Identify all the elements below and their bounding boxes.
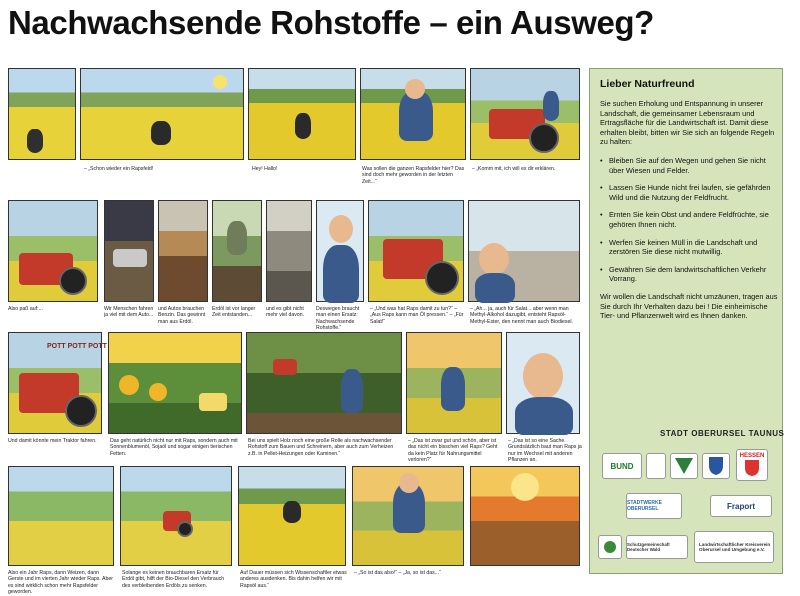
rule-item: • Werfen Sie keinen Müll in die Landschaft und zerstören Sie diese nicht mutwillig. bbox=[600, 238, 778, 257]
lion-shield-icon bbox=[744, 459, 760, 477]
info-text bbox=[600, 99, 778, 330]
caption: – „Das ist zwar gut und schön, aber ist das nicht ein bisschen viel Raps? Geht da kein Platz für Nahrungsmittel verloren?“ bbox=[408, 438, 498, 464]
rule-item: • Gewähren Sie dem landwirtschaftlichen Verkehr Vorrang. bbox=[600, 265, 778, 284]
caption: – „Schon wieder ein Rapsfeld! bbox=[84, 166, 154, 172]
comic-panel-2 bbox=[80, 68, 244, 160]
mole-figure bbox=[295, 113, 311, 139]
comic-panel-15 bbox=[108, 332, 242, 434]
fraport-logo: Fraport bbox=[710, 495, 772, 517]
farmer-figure bbox=[441, 367, 465, 411]
comic-panel-16 bbox=[246, 332, 402, 434]
comic-panel-9 bbox=[212, 200, 262, 302]
wheel-icon bbox=[177, 521, 193, 537]
comic-panel-23 bbox=[470, 466, 580, 566]
nature-logo bbox=[598, 535, 622, 559]
kreisbauern-logo: Landwirtschaftlicher Kreisverein Oberursel und Umgebung e.V. bbox=[694, 531, 774, 563]
farmer-head bbox=[329, 215, 353, 243]
caption: Hey! Hallo! bbox=[252, 166, 278, 172]
agency-logo bbox=[646, 453, 666, 479]
comic-panel-8 bbox=[158, 200, 208, 302]
info-box bbox=[589, 68, 783, 574]
shield-icon bbox=[708, 456, 724, 476]
comic-panel-7 bbox=[104, 200, 154, 302]
info-intro: Sie suchen Erholung und Entspannung in unserer Landschaft, die gemeinsamer Lebensraum und Ertragsfläche für die Landwirtschaft ist. Damit diese erhalten bleibt, bitten wir Sie sich an folgende Regeln zu halten: bbox=[600, 99, 775, 147]
caption: Was sollen die ganzen Rapsfelder hier? Das sind doch mehr geworden in der letzten Zeit...“ bbox=[362, 166, 465, 185]
triangle-icon bbox=[674, 457, 694, 475]
caption: Solange es keinen brauchbaren Ersatz für Erdöl gibt, hilft der Bio-Diesel den Verbrauch des verbleibenden Erdöls zu senken. bbox=[122, 570, 225, 589]
farmer-figure bbox=[475, 273, 515, 303]
farmer-figure bbox=[323, 245, 359, 303]
comic-panel-5 bbox=[470, 68, 580, 160]
comic-panel-13 bbox=[468, 200, 580, 302]
comic-panel-6 bbox=[8, 200, 98, 302]
character-figure bbox=[27, 129, 43, 153]
caption: Bei uns spielt Holz noch eine große Rolle als nachwachsender Rohstoff zum Bauen und Schreinern, aber auch zum Verheizen z.B. in Pellet-Heizungen oder Kaminen.“ bbox=[248, 438, 394, 457]
hessen-logo bbox=[736, 449, 768, 481]
caption: Und damit könnte mein Traktor fahren. bbox=[8, 438, 97, 444]
sunflower-icon bbox=[149, 383, 167, 401]
rule-item: • Bleiben Sie auf den Wegen und gehen Sie nicht über Wiesen und Felder. bbox=[600, 156, 778, 175]
caption: – „Und was hat Raps damit zu tun?“ – „Aus Raps kann man Öl pressen.“ – „Für Salat!“ bbox=[370, 306, 464, 325]
triangle-logo bbox=[670, 453, 698, 479]
poster-title: Nachwachsende Rohstoffe – ein Ausweg? bbox=[8, 4, 654, 41]
hessen-label: HESSEN bbox=[739, 453, 765, 459]
mole-figure bbox=[283, 501, 301, 523]
comic-panel-20 bbox=[120, 466, 232, 566]
sound-effect: POTT POTT POTT bbox=[47, 343, 107, 350]
caption: Auf Dauer müssen sich Wissenschaftler etwas anderes ausdenken. Bis dahin helfen wir mit Rapsöl aus.“ bbox=[240, 570, 347, 589]
rule-item: • Ernten Sie kein Obst und andere Feldfrüchte, sie gehören Ihnen nicht. bbox=[600, 210, 778, 229]
info-title: Lieber Naturfreund bbox=[600, 78, 695, 90]
city-logo: STADT OBERURSEL TAUNUS bbox=[660, 429, 785, 438]
caption: Erdöl ist vor langer Zeit entstanden... bbox=[212, 306, 256, 319]
farmer-figure bbox=[543, 91, 559, 121]
comic-panel-1 bbox=[8, 68, 76, 160]
mole-figure bbox=[151, 121, 171, 145]
caption: Deswegen braucht man einen Ersatz: Nachwachsende Rohstoffe.“ bbox=[316, 306, 360, 332]
sun-icon bbox=[213, 75, 227, 89]
farmer-head bbox=[399, 473, 419, 493]
comic-panel-3 bbox=[248, 68, 356, 160]
rule-item: • Lassen Sie Hunde nicht frei laufen, sie gefährden Wild und die Nutzung der Feldfrucht. bbox=[600, 183, 778, 202]
comic-panel-17 bbox=[406, 332, 502, 434]
comic-panel-10 bbox=[266, 200, 312, 302]
farmer-head bbox=[479, 243, 509, 275]
caption: – „Das ist so eine Sache. Grundsätzlich baut man Raps ja nur im Wechsel mit anderen Pflanzen an. bbox=[508, 438, 582, 464]
car-figure bbox=[113, 249, 147, 267]
caption: – „Ah... ja, auch für Salat... aber wenn man Methyl-Alkohol dazugibt, entsteht Rapsöl-Methyl-Ester, den nennt man auch Biodiesel. bbox=[470, 306, 573, 325]
bund-logo: BUND bbox=[602, 453, 642, 479]
butter-figure bbox=[199, 393, 227, 411]
caption: Das geht natürlich nicht nur mit Raps, sondern auch mit Sonnenblumenöl, Sojaöl und sogar einigen tierischen Fetten. bbox=[110, 438, 238, 457]
schutzgemeinschaft-logo: Schutzgemeinschaft Deutscher Wald bbox=[626, 535, 688, 559]
caption: Also paß auf:... bbox=[8, 306, 43, 312]
leaf-icon bbox=[602, 539, 618, 555]
wheel-icon bbox=[59, 267, 87, 295]
caption: Also ein Jahr Raps, dann Weizen, dann Gerste und im vierten Jahr wieder Raps. Aber es sind wirklich schon mehr Rapsfelder geworden. bbox=[8, 570, 113, 596]
sunflower-icon bbox=[119, 375, 139, 395]
sun-icon bbox=[511, 473, 539, 501]
comic-panel-21 bbox=[238, 466, 346, 566]
dinosaur-figure bbox=[227, 221, 247, 255]
caption: und es gibt nicht mehr viel davon. bbox=[266, 306, 305, 319]
comic-panel-4 bbox=[360, 68, 466, 160]
wheel-icon bbox=[65, 395, 97, 427]
caption: – „So ist das also!“ – „Ja, so ist das...“ bbox=[354, 570, 441, 576]
farmer-figure bbox=[515, 397, 573, 435]
wheel-icon bbox=[425, 261, 459, 295]
farmer-figure bbox=[341, 369, 363, 413]
comic-panel-19 bbox=[8, 466, 114, 566]
comic-panel-22 bbox=[352, 466, 464, 566]
comic-panel-12 bbox=[368, 200, 464, 302]
farmer-head bbox=[405, 79, 425, 99]
caption: – „Komm mit, ich will es dir erklären. bbox=[472, 166, 556, 172]
coat-of-arms-logo bbox=[702, 453, 730, 479]
comic-panel-11 bbox=[316, 200, 364, 302]
comic-panel-14 bbox=[8, 332, 107, 434]
tractor-figure bbox=[273, 359, 297, 375]
caption: Wir Menschen fahren ja viel mit dem Auto... bbox=[104, 306, 154, 319]
stadtwerke-logo: STADTWERKE OBERURSEL bbox=[626, 493, 682, 519]
wheel-icon bbox=[529, 123, 559, 153]
comic-panel-18 bbox=[506, 332, 580, 434]
caption: und Autos brauchen Benzin. Das gewinnt man aus Erdöl. bbox=[158, 306, 206, 325]
info-closing: Wir wollen die Landschaft nicht umzäunen, tragen aus Sie durch Ihr Verhalten dazu bei ! Die einheimische Tier- und Pflanzenwelt wird es Ihnen danken. bbox=[600, 291, 778, 321]
rules-list bbox=[600, 156, 778, 284]
farmer-head bbox=[523, 353, 563, 399]
